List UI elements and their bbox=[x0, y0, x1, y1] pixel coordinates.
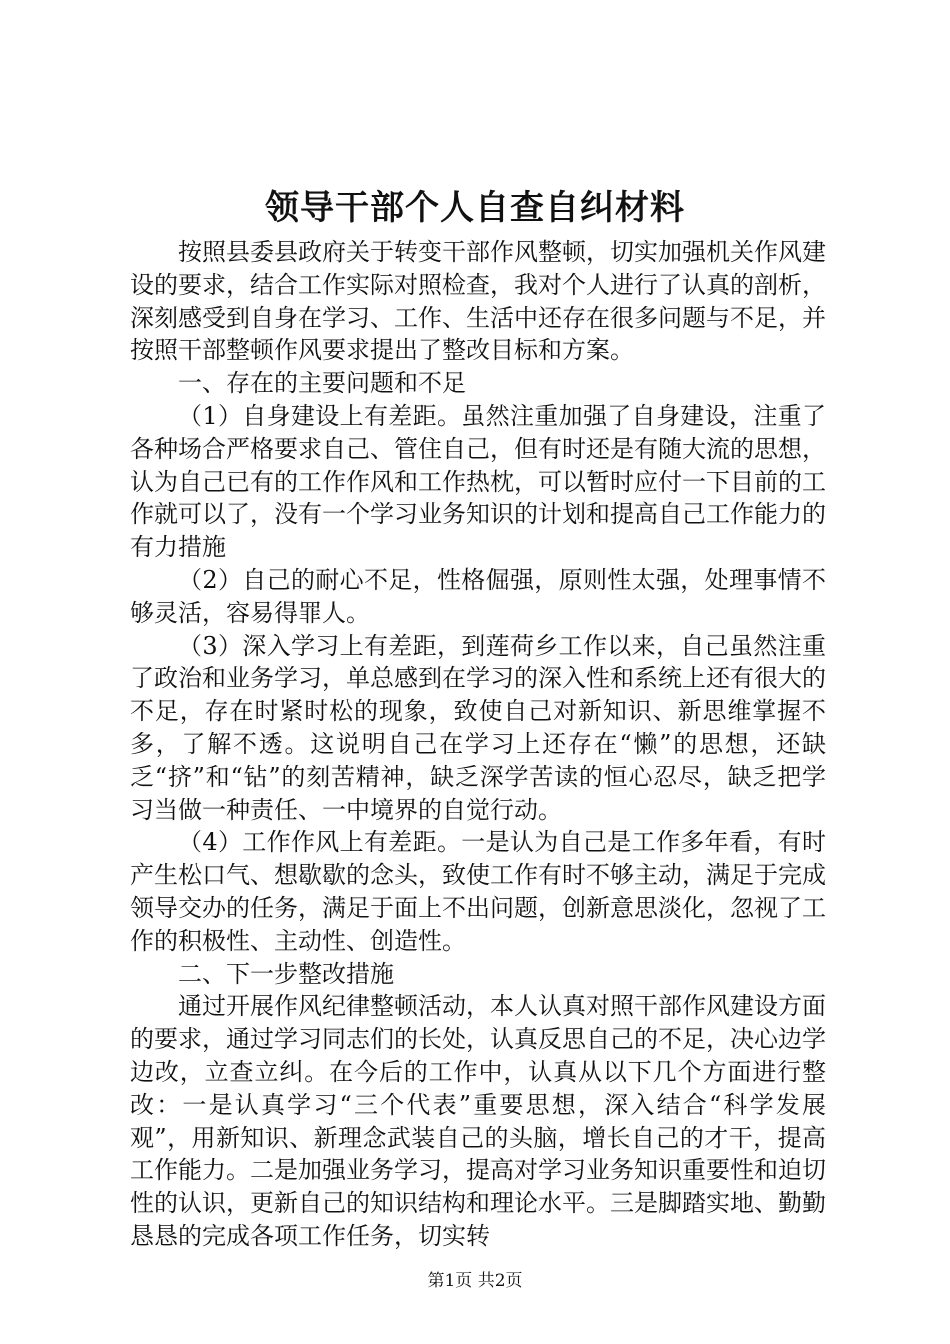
section-heading-measures: 二、下一步整改措施 bbox=[178, 959, 394, 988]
problem-item-2: （2）自己的耐心不足，性格倔强，原则性太强，处理事情不够灵活，容易得罪人。 bbox=[130, 565, 826, 627]
intro-paragraph: 按照县委县政府关于转变干部作风整顿，切实加强机关作风建设的要求，结合工作实际对照检查，我对个人进行了认真的剖析，深刻感受到自身在学习、工作、生活中还存在很多问题与不足，并按照干部整顿作风要求提出了整改目标和方案。 bbox=[130, 238, 826, 365]
page-indicator: 第1页 共2页 bbox=[427, 1271, 523, 1291]
document-title: 领导干部个人自查自纠材料 bbox=[265, 188, 685, 228]
measures-paragraph: 通过开展作风纪律整顿活动，本人认真对照干部作风建设方面的要求，通过学习同志们的长处，认真反思自己的不足，决心边学边改，立查立纠。在今后的工作中，认真从以下几个方面进行整改：一是认真学习“三个代表”重要思想，深入结合“科学发展观”，用新知识、新理念武装自己的头脑，增长自己的才干，提高工作能力。二是加强业务学习，提高对学习业务知识重要性和迫切性的认识，更新自己的知识结构和理论水平。三是脚踏实地、勤勤恳恳的完成各项工作任务，切实转 bbox=[130, 992, 826, 1250]
problem-item-3: （3）深入学习上有差距，到莲荷乡工作以来，自己虽然注重了政治和业务学习，单总感到在学习的深入性和系统上还有很大的不足，存在时紧时松的现象，致使自己对新知识、新思维掌握不多，了解不透。这说明自己在学习上还存在“懒”的思想，还缺乏“挤”和“钻”的刻苦精神，缺乏深学苦读的恒心忍尽，缺乏把学习当做一种责任、一中境界的自觉行动。 bbox=[130, 631, 826, 824]
document-body bbox=[130, 236, 826, 1253]
section-heading-problems: 一、存在的主要问题和不足 bbox=[178, 369, 466, 398]
problem-item-1: （1）自身建设上有差距。虽然注重加强了自身建设，注重了各种场合严格要求自己、管住自己，但有时还是有随大流的思想，认为自己已有的工作作风和工作热枕，可以暂时应付一下目前的工作就可以了，没有一个学习业务知识的计划和提高自己工作能力的有力措施 bbox=[130, 401, 826, 562]
problem-item-4: （4）工作作风上有差距。一是认为自己是工作多年看，有时产生松口气、想歇歇的念头，致使工作有时不够主动，满足于完成领导交办的任务，满足于面上不出问题，创新意思淡化，忽视了工作的积极性、主动性、创造性。 bbox=[130, 828, 826, 955]
